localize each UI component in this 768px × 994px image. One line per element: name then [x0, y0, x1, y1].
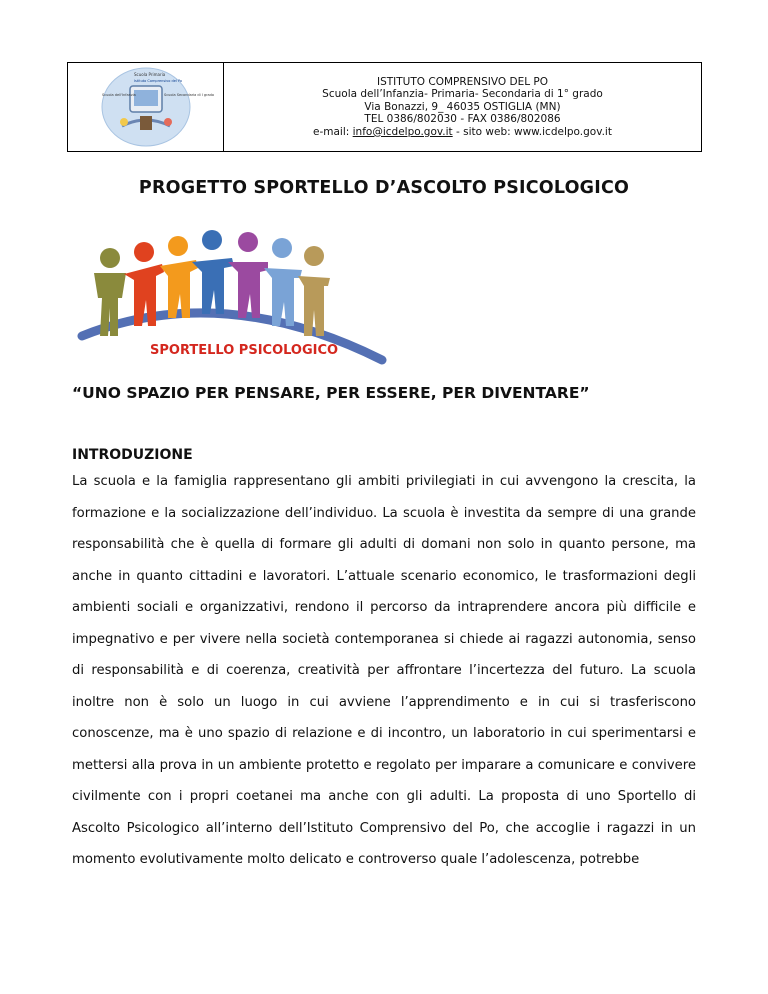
- figure-6: [264, 238, 302, 326]
- institute-phone: TEL 0386/802030 - FAX 0386/802086: [364, 113, 561, 126]
- institute-contacts: [313, 126, 612, 139]
- introduction-paragraph: La scuola e la famiglia rappresentano gli ambiti privilegiati in cui avvengono la crescita, la formazione e la socializzazione dell’individuo. La scuola è investita da sempre di una grande responsabilità che è quella di formare gli adulti di domani non solo in quanto persone, ma anche in quanto cittadini e lavoratori. L’attuale scenario economico, le trasformazioni degli ambienti sociali e organizzativi, rendono il percorso da intraprendere ancora più difficile e impegnativo e per vivere nella società contemporanea si chiede ai ragazzi autonomia, senso di responsabilità e di coerenza, creatività per affrontare l’incertezza del futuro. La scuola inoltre non è solo un luogo in cui avviene l’apprendimento e in cui si trasferiscono conoscenze, ma è uno spazio di relazione e di incontro, un laboratorio in cui sperimentarsi e mettersi alla prova in un ambiente protetto e regolato per imparare a comunicare e convivere civilmente con i propri coetanei ma anche con gli adulti. La proposta di uno Sportello di Ascolto Psicologico all’interno dell’Istituto Comprensivo del Po, che accoglie i ragazzi in un momento evolutivamente molto delicato e controverso quale l’adolescenza, potrebbe: [72, 474, 696, 867]
- svg-text:Scuola Primaria: Scuola Primaria: [133, 72, 165, 77]
- school-logo: [68, 63, 224, 151]
- page-title: PROGETTO SPORTELLO D’ASCOLTO PSICOLOGICO: [138, 178, 630, 198]
- introduction-text: [72, 466, 696, 876]
- institute-name: ISTITUTO COMPRENSIVO DEL PO: [376, 75, 549, 88]
- figure-4: [192, 230, 234, 314]
- institute-schools: Scuola dell’Infanzia- Primaria- Secondaria di 1° grado: [322, 88, 603, 101]
- website-text: - sito web: www.icdelpo.gov.it: [452, 125, 612, 138]
- svg-text:Istituto Comprensivo del Po: Istituto Comprensivo del Po: [133, 79, 182, 83]
- institute-info: [224, 63, 701, 151]
- school-logo-icon: [100, 66, 214, 148]
- section-heading: INTRODUZIONE: [72, 447, 193, 463]
- institute-address: Via Bonazzi, 9_ 46035 OSTIGLIA (MN): [364, 100, 561, 113]
- figure-5: [228, 232, 268, 318]
- slogan: “UNO SPAZIO PER PENSARE, PER ESSERE, PER DIVENTARE”: [72, 384, 590, 402]
- email-label: e-mail:: [313, 125, 353, 138]
- svg-text:Scuola dell'Infanzia: Scuola dell'Infanzia: [101, 93, 136, 97]
- email-link[interactable]: info@icdelpo.gov.it: [352, 125, 453, 138]
- svg-text:Scuola Secondaria di I grado: Scuola Secondaria di I grado: [163, 93, 214, 97]
- figure-3: [160, 236, 198, 318]
- figure-7: [298, 246, 330, 336]
- banner-label: SPORTELLO PSICOLOGICO: [150, 343, 339, 358]
- sportello-banner: [72, 218, 390, 368]
- letterhead: [67, 62, 702, 152]
